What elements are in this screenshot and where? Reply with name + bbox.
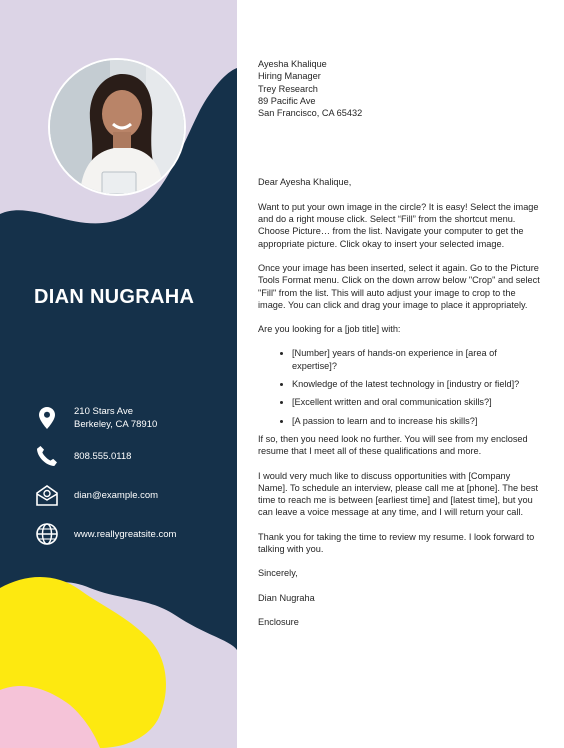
address-line-2: Berkeley, CA 78910 (74, 419, 158, 430)
intro-question: Are you looking for a [job title] with: (258, 324, 401, 335)
salutation: Dear Ayesha Khalique, (258, 177, 352, 188)
recipient-name: Ayesha Khalique (258, 59, 327, 69)
paragraph-image-instructions: Want to put your own image in the circle? It is easy! Select the image and do a right mouse click. Select “Fill” from the shortcut menu. Choose Picture… from the list. Navigate your computer to get the appropriate picture. Click okay to insert your selected image. (258, 201, 539, 249)
address-line-1: 210 Stars Ave (74, 406, 133, 417)
paragraph-interview: I would very much like to discuss opportunities with [Company Name]. To schedule an interview, please call me at [phone]. The best time to reach me is between [earliest time] and [latest time], but you can leave a voice message at any time, and I will return your call. (258, 470, 539, 518)
email-address[interactable]: dian@example.com (74, 489, 159, 501)
list-item: • Knowledge of the latest technology in [industry or field]? (292, 378, 542, 390)
list-item: • [Excellent written and oral communication skills?] (292, 396, 542, 408)
paragraph-resume: If so, then you need look no further. You will see from my enclosed resume that I meet all of these qualifications and more. (258, 433, 528, 457)
contact-address (34, 405, 224, 431)
applicant-name: DIAN NUGRAHA (34, 286, 195, 308)
paragraph-crop-instructions: Once your image has been inserted, select it again. Go to the Picture Tools Format menu. Click on the down arrow below "Crop" and select "Fill" from the list. This will auto adjust your image to crop to the image. You can click and drag your image to place it appropriately. (258, 262, 540, 310)
location-pin-icon (34, 405, 60, 431)
recipient-city: San Francisco, CA 65432 (258, 108, 363, 119)
enclosure: Enclosure (258, 616, 299, 627)
signature: Dian Nugraha (258, 592, 315, 603)
paragraph-thanks: Thank you for taking the time to review my resume. I look forward to talking with you. (258, 531, 535, 555)
profile-photo[interactable] (48, 58, 186, 196)
contact-website (34, 521, 224, 547)
website-url[interactable]: www.reallygreatsite.com (74, 528, 177, 540)
letter-body (258, 58, 542, 640)
contact-email (34, 482, 224, 508)
recipient-title: Hiring Manager (258, 71, 321, 82)
contact-phone (34, 443, 224, 469)
globe-icon (34, 521, 60, 547)
email-icon (34, 482, 60, 508)
phone-icon (34, 443, 60, 469)
closing: Sincerely, (258, 568, 298, 579)
portrait-image (50, 60, 184, 194)
list-item: • [A passion to learn and to increase his skills?] (292, 415, 542, 427)
recipient-company: Trey Research (258, 83, 318, 94)
phone-number[interactable]: 808.555.0118 (74, 450, 132, 462)
recipient-address (258, 58, 542, 119)
sidebar (0, 0, 237, 748)
list-item: • [Number] years of hands-on experience in [area of expertise]? (292, 347, 542, 372)
recipient-street: 89 Pacific Ave (258, 95, 316, 106)
qualifications-list (258, 347, 542, 426)
